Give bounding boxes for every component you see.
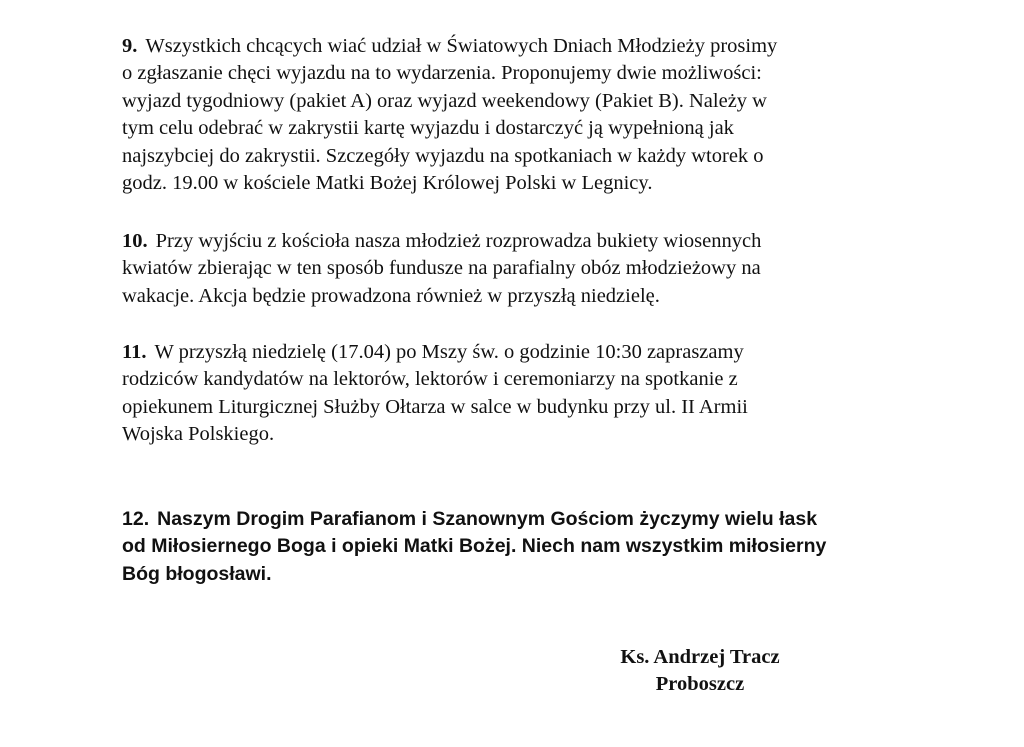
announcement-line — [122, 228, 922, 255]
announcement-number: 10. — [122, 230, 148, 252]
announcement-text: W przyszłą niedzielę (17.04) po Mszy św. o godzinie 10:30 zapraszamy — [154, 341, 744, 363]
announcement-item-10 — [122, 228, 922, 310]
announcement-line — [122, 506, 922, 533]
announcement-line: opiekunem Liturgicznej Służby Ołtarza w salce w budynku przy ul. II Armii — [122, 395, 748, 418]
announcement-line: wakacje. Akcja będzie prowadzona również w przyszłą niedzielę. — [122, 284, 660, 307]
signature-name: Ks. Andrzej Tracz — [620, 646, 780, 668]
announcement-item-12 — [122, 506, 922, 588]
announcement-number: 12. — [122, 508, 150, 530]
announcement-line: godz. 19.00 w kościele Matki Bożej Królowej Polski w Legnicy. — [122, 172, 653, 195]
announcement-line — [122, 339, 922, 366]
announcement-line: wyjazd tygodniowy (pakiet A) oraz wyjazd weekendowy (Pakiet B). Należy w — [122, 89, 767, 112]
announcement-line: od Miłosiernego Boga i opieki Matki Bożej. Niech nam wszystkim miłosierny — [122, 535, 827, 558]
announcement-line: Bóg błogosławi. — [122, 562, 272, 585]
announcement-line: najszybciej do zakrystii. Szczegóły wyjazdu na spotkaniach w każdy wtorek o — [122, 144, 764, 167]
signature-title: Proboszcz — [655, 673, 745, 695]
announcement-text: Przy wyjściu z kościoła nasza młodzież rozprowadza bukiety wiosennych — [155, 230, 762, 252]
announcement-line — [122, 33, 922, 60]
announcement-number: 11. — [122, 341, 147, 363]
signature-block — [580, 644, 820, 698]
announcement-line: kwiatów zbierając w ten sposób fundusze na parafialny obóz młodzieżowy na — [122, 257, 761, 280]
announcement-line: tym celu odebrać w zakrystii kartę wyjazdu i dostarczyć ją wypełnioną jak — [122, 117, 734, 140]
announcement-text: Naszym Drogim Parafianom i Szanownym Gościom życzymy wielu łask — [157, 508, 818, 530]
announcement-line: o zgłaszanie chęci wyjazdu na to wydarzenia. Proponujemy dwie możliwości: — [122, 62, 762, 85]
announcement-item-11 — [122, 339, 922, 449]
announcement-line: rodziców kandydatów na lektorów, lektorów i ceremoniarzy na spotkanie z — [122, 368, 738, 391]
announcement-text: Wszystkich chcących wiać udział w Światowych Dniach Młodzieży prosimy — [145, 35, 778, 57]
announcement-number: 9. — [122, 35, 138, 57]
announcement-item-9 — [122, 33, 922, 197]
announcement-line: Wojska Polskiego. — [122, 423, 275, 446]
